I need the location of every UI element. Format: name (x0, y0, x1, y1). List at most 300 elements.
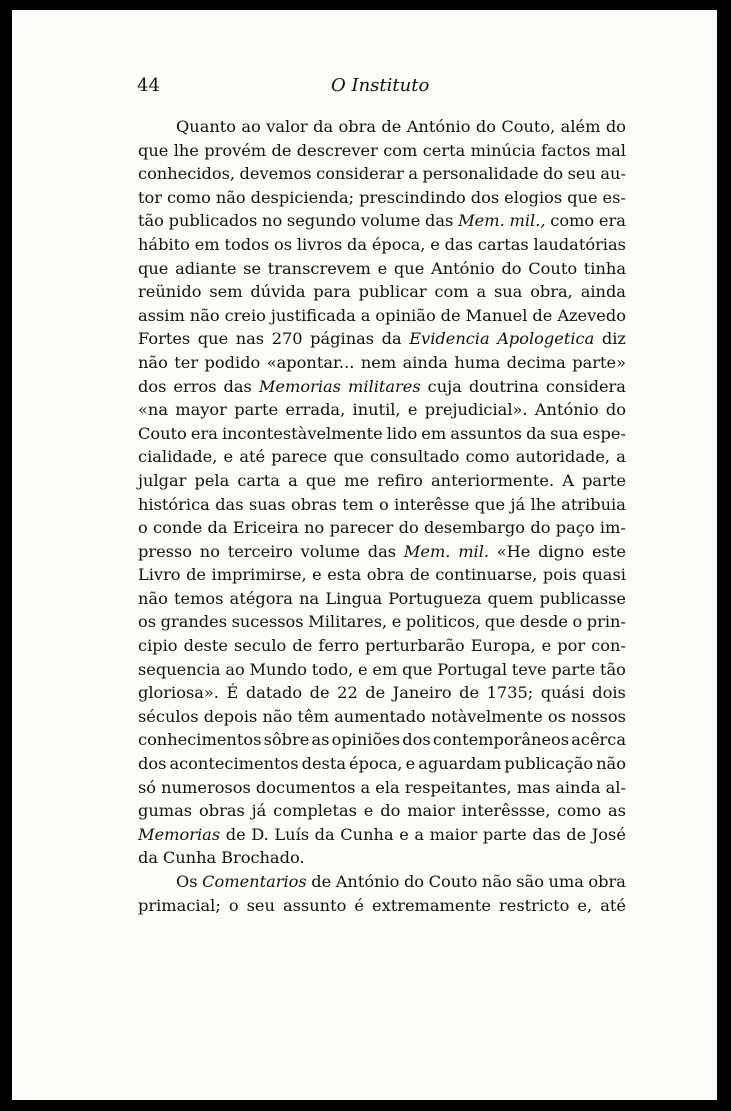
word: nossos (571, 706, 626, 726)
word: das (215, 494, 244, 514)
word: aumentado (334, 706, 426, 726)
word: assuntos (450, 423, 522, 443)
word: publicar (358, 282, 427, 302)
word: o (379, 494, 389, 514)
word: como (465, 447, 510, 467)
word: É (226, 683, 239, 703)
word: Cunha (340, 824, 394, 844)
word: que (484, 612, 516, 632)
word: todo, (311, 659, 354, 679)
word: que (393, 258, 425, 278)
word: de (225, 824, 246, 844)
word: das (532, 824, 561, 844)
text-line (138, 823, 626, 847)
word: prin- (586, 612, 626, 632)
word: não (481, 872, 512, 891)
word: do (543, 164, 564, 184)
word: ela (375, 777, 400, 797)
word: respeitantes, (404, 777, 512, 797)
word: certa (422, 140, 466, 160)
word: com (383, 140, 418, 160)
word: primacial; (138, 895, 221, 915)
word: autoridade, (515, 447, 611, 467)
word: de (311, 872, 332, 891)
word: parte (551, 659, 596, 679)
word: pela (194, 470, 230, 490)
word: considerar (316, 164, 404, 184)
word: tor (138, 187, 162, 207)
page-header (137, 74, 627, 98)
word: seu (567, 164, 596, 184)
word: continuarse, (435, 565, 538, 585)
word: inutil, (352, 400, 401, 420)
word: este (591, 541, 626, 561)
word: creio (224, 305, 266, 325)
word: sequencia (138, 659, 221, 679)
word: quem (487, 588, 534, 608)
text-line (138, 115, 626, 139)
text-line (138, 776, 626, 800)
word: doutrina (468, 376, 539, 396)
word: e (430, 234, 440, 254)
word: os (547, 706, 566, 726)
word: numerosos (161, 777, 251, 797)
text-line (138, 422, 626, 446)
word: al- (605, 777, 626, 797)
word: «apontar... (266, 352, 355, 372)
word: consultado (370, 447, 460, 467)
text-line (138, 162, 626, 186)
word: que (402, 659, 433, 679)
word: con- (591, 636, 626, 656)
word: 1735; (486, 683, 534, 703)
text-line (138, 375, 626, 399)
word: personalidade (422, 164, 539, 184)
word: José (591, 824, 626, 844)
word: Couto (528, 258, 578, 278)
word: e (407, 400, 418, 420)
word: diz (601, 329, 626, 349)
word: de (459, 683, 480, 703)
word: até (239, 447, 266, 467)
word: do (530, 518, 551, 538)
italic-word: Apologetica (497, 329, 595, 349)
word: interêssse, (461, 801, 551, 821)
word: errada, (285, 400, 346, 420)
word: factos (541, 140, 591, 160)
word: ainda (402, 352, 448, 372)
word: documentos (255, 777, 356, 797)
text-line (138, 846, 626, 870)
word: seculo (233, 636, 287, 656)
word: da (381, 329, 402, 349)
word: Europa, (470, 636, 536, 656)
word: 22 (337, 683, 358, 703)
word: provém (204, 140, 267, 160)
word: sôbre (263, 730, 310, 750)
word: es- (602, 187, 626, 207)
italic-word: Mem. (458, 211, 505, 231)
word: Cunha (162, 848, 217, 868)
word: gumas (138, 801, 193, 821)
word: e (358, 659, 368, 679)
word: valor (266, 117, 308, 136)
word: anteriormente. (431, 470, 555, 490)
word: cialidade, (138, 447, 218, 467)
word: obras (198, 801, 245, 821)
word: de (566, 824, 587, 844)
word: das (444, 234, 473, 254)
word: acêrca (571, 730, 626, 750)
word: além (560, 117, 601, 136)
word: Mundo (249, 659, 308, 679)
word: descrever (296, 140, 378, 160)
word: notàvelmente (430, 706, 543, 726)
word: no (262, 211, 283, 231)
text-line (138, 799, 626, 823)
word: me (344, 470, 370, 490)
word: obra, (530, 282, 573, 302)
word: obras (291, 494, 337, 514)
word: que (474, 494, 506, 514)
word: quasi (582, 565, 626, 585)
italic-word: Memorias (138, 824, 221, 844)
word: «na (138, 400, 168, 420)
word: Couto (138, 423, 187, 443)
word: acontecimentos (169, 754, 299, 774)
word: todos (224, 234, 270, 254)
word: parte (482, 824, 527, 844)
word: cipio (138, 636, 178, 656)
text-line (138, 540, 626, 564)
text-line (138, 705, 626, 729)
word: im- (599, 518, 626, 538)
word: Fortes (138, 329, 191, 349)
word: erros (173, 376, 217, 396)
word: carta (237, 470, 280, 490)
word: Livro (138, 565, 181, 585)
word: dos (138, 376, 167, 396)
word: imprimirse, (211, 565, 307, 585)
word: publicasse (539, 588, 626, 608)
word: de (365, 683, 386, 703)
text-line (138, 870, 626, 894)
word: a (360, 777, 371, 797)
text-line (138, 728, 626, 752)
italic-word: militares (347, 376, 421, 396)
word: assunto (282, 895, 347, 915)
word: que (567, 187, 598, 207)
word: refiro (377, 470, 423, 490)
word: dos (402, 730, 431, 750)
word: ao (241, 117, 261, 136)
word: e (399, 824, 409, 844)
text-line (138, 280, 626, 304)
word: as (608, 801, 626, 821)
word: e (377, 258, 388, 278)
italic-word: Evidencia (409, 329, 490, 349)
text-line (138, 139, 626, 163)
word: atribuia (561, 494, 626, 514)
word: prejudicial». (424, 400, 528, 420)
word: de (309, 683, 330, 703)
word: de (381, 117, 402, 136)
word: não (262, 706, 293, 726)
word: têm (297, 706, 329, 726)
word: parte (582, 470, 626, 490)
word: sua (493, 282, 523, 302)
word: se (243, 258, 262, 278)
word: o (138, 518, 148, 538)
text-line (138, 752, 626, 776)
word: completas (273, 801, 357, 821)
word: parte» (572, 352, 626, 372)
word: teve (511, 659, 547, 679)
word: devemos (239, 164, 312, 184)
word: do (403, 872, 425, 891)
word: maior (407, 801, 455, 821)
word: conhecidos, (138, 164, 236, 184)
word: minúcia (470, 140, 536, 160)
word: tinha (583, 258, 626, 278)
italic-word: mil., (509, 211, 546, 231)
word: de (271, 140, 292, 160)
word: para (313, 282, 351, 302)
word: já (510, 494, 526, 514)
body-text (138, 115, 626, 917)
text-line (138, 209, 626, 233)
word: António (335, 872, 400, 891)
word: volume (300, 541, 360, 561)
word: perturbarão (365, 636, 465, 656)
word: transcrevem (267, 258, 371, 278)
word: da (207, 518, 228, 538)
word: Janeiro (392, 683, 452, 703)
word: a (414, 824, 425, 844)
word: como (557, 801, 602, 821)
word: nem (360, 352, 397, 372)
word: conhecimentos (138, 730, 262, 750)
word: não (215, 187, 246, 207)
word: e (541, 636, 552, 656)
word: a (408, 164, 418, 184)
word: temos (174, 588, 224, 608)
word: António (406, 117, 471, 136)
word: da (313, 117, 334, 136)
word: das (367, 541, 397, 561)
word: Manuel (465, 305, 528, 325)
word: segundo (286, 211, 357, 231)
word: contemporâneos (432, 730, 570, 750)
text-line (138, 634, 626, 658)
word: ao (225, 659, 245, 679)
text-line (138, 351, 626, 375)
word: atégora (229, 588, 293, 608)
word: obra (338, 117, 376, 136)
word: das (223, 376, 252, 396)
word: esta (327, 565, 362, 585)
word: lhe (173, 140, 199, 160)
word: do (605, 117, 626, 136)
word: hábito (138, 234, 190, 254)
word: de (532, 305, 553, 325)
word: não (138, 352, 168, 372)
word: extremamente (372, 895, 491, 915)
word: Luís (274, 824, 310, 844)
word: desta (301, 754, 346, 774)
word: de (440, 305, 461, 325)
word: sua (550, 423, 579, 443)
word: sucessos (231, 612, 304, 632)
word: volume (360, 211, 421, 231)
word: só (138, 777, 157, 797)
word: lido (386, 423, 418, 443)
word: em (421, 423, 447, 443)
word: da (314, 824, 335, 844)
word: como (550, 211, 595, 231)
word: que (333, 447, 364, 467)
word: terceiro (227, 541, 293, 561)
word: dois (592, 683, 626, 703)
word: no (199, 541, 220, 561)
word: ainda (580, 282, 626, 302)
word: dúvida (250, 282, 306, 302)
text-line (138, 658, 626, 682)
italic-word: Mem. (403, 541, 451, 561)
word: huma (454, 352, 501, 372)
word: de (186, 565, 207, 585)
word: 270 (271, 329, 303, 349)
word: datado (245, 683, 303, 703)
word: é (354, 895, 364, 915)
running-title: O Instituto (331, 75, 430, 96)
word: parte (234, 400, 279, 420)
word: elogios (504, 187, 563, 207)
word: , (540, 211, 546, 231)
word: as (311, 730, 330, 750)
word: nas (235, 329, 265, 349)
word: Couto (428, 872, 478, 891)
text-line (138, 469, 626, 493)
word: do (380, 801, 401, 821)
word: livros (296, 234, 343, 254)
text-line (138, 304, 626, 328)
word: cuja (427, 376, 462, 396)
text-line (138, 257, 626, 281)
italic-word: Comentarios (202, 872, 307, 891)
word: tem (342, 494, 374, 514)
word: Brochado. (221, 848, 305, 868)
word: opiniões (331, 730, 401, 750)
word: do (501, 258, 522, 278)
word: Quanto (176, 117, 237, 136)
word: restricto (499, 895, 570, 915)
text-line (138, 681, 626, 705)
word: páginas (310, 329, 375, 349)
word: já (251, 801, 267, 821)
word: uma (548, 872, 584, 891)
word: e (223, 447, 234, 467)
word: o (228, 895, 239, 915)
word: deste (183, 636, 228, 656)
word: obra (366, 565, 405, 585)
word: ainda (555, 777, 601, 797)
word: Portugueza (388, 588, 482, 608)
word: não (189, 305, 220, 325)
word: com (434, 282, 469, 302)
word: os (273, 234, 293, 254)
word: Ericeira (232, 518, 299, 538)
word: desde (519, 612, 568, 632)
word: Lingua (325, 588, 383, 608)
word: na (299, 588, 320, 608)
word: como (166, 187, 211, 207)
word: e (391, 612, 402, 632)
word: conde (153, 518, 203, 538)
word: suas (248, 494, 286, 514)
word: au- (600, 164, 626, 184)
text-line (138, 186, 626, 210)
text-line (138, 398, 626, 422)
word: do (398, 518, 419, 538)
word: presso (138, 541, 193, 561)
word: depois (203, 706, 258, 726)
word: cartas (477, 234, 529, 254)
word: digno (538, 541, 585, 561)
word: tão (138, 211, 164, 231)
word: despicienda; (250, 187, 355, 207)
word: sem (209, 282, 243, 302)
word: incontestàvelmente (221, 423, 383, 443)
word: que (138, 258, 169, 278)
text-line (138, 563, 626, 587)
word: Portugal (437, 659, 508, 679)
word: do (605, 400, 626, 420)
word: são (516, 872, 544, 891)
word: pois (542, 565, 577, 585)
italic-word: Memorias (258, 376, 341, 396)
word: decima (506, 352, 566, 372)
word: a (616, 447, 626, 467)
word: A (562, 470, 574, 490)
text-line (138, 445, 626, 469)
text-line (138, 610, 626, 634)
word: época, (349, 754, 403, 774)
word: que (305, 470, 337, 490)
word: não (596, 754, 626, 774)
word: e (363, 801, 374, 821)
word: adiante (175, 258, 237, 278)
word: mal (595, 140, 626, 160)
text-line (138, 233, 626, 257)
word: da (138, 848, 159, 868)
word: politicos, (405, 612, 481, 632)
word: Os (176, 872, 198, 891)
word: prescindindo (359, 187, 466, 207)
word: a (360, 305, 371, 325)
word: António (431, 258, 495, 278)
word: António (534, 400, 599, 420)
word: os (138, 612, 157, 632)
word: que (197, 329, 229, 349)
word: Azevedo (557, 305, 626, 325)
word: podido (204, 352, 261, 372)
text-line (138, 587, 626, 611)
word: ter (174, 352, 199, 372)
word: não (138, 588, 168, 608)
word: maior (429, 824, 478, 844)
word: e (312, 565, 322, 585)
